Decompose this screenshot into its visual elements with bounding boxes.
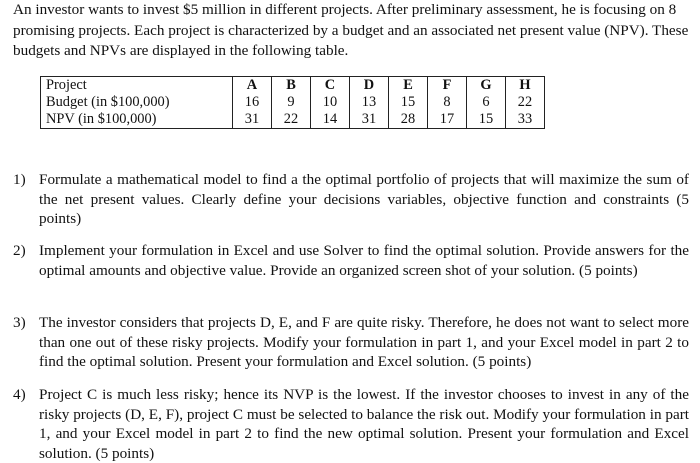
table-cell: 22: [272, 111, 311, 129]
question-text: Project C is much less risky; hence its NVP is the lowest. If the investor chooses to invest in any of the risky projects (D, E, F), project C must be selected to balance the risk out. Modify your formulation in part 1, and your Excel model in part 2 to find the new optimal solution. Present your formulation and Excel solution. (5 points): [39, 386, 689, 462]
column-header-a: A: [233, 77, 272, 95]
question-3: [13, 313, 689, 372]
projects-table: [40, 76, 545, 129]
table-cell: 33: [506, 111, 545, 129]
table-cell: 14: [311, 111, 350, 129]
intro-paragraph: An investor wants to invest $5 million in different projects. After preliminary assessment, he is focusing on 8 promising projects. Each project is characterized by a budget and an associated net present value (NPV). These budgets and NPVs are displayed in the following table.: [13, 1, 689, 59]
table-row-budget: [41, 94, 545, 111]
table-cell: 22: [506, 94, 545, 111]
column-header-f: F: [428, 77, 467, 95]
question-number: 3): [13, 314, 26, 331]
question-text: Formulate a mathematical model to find a the optimal portfolio of projects that will maximize the sum of the net present values. Clearly define your decisions variables, objective function and constraints (5 points): [39, 171, 689, 227]
column-header-h: H: [506, 77, 545, 95]
table-cell: 31: [350, 111, 389, 129]
question-4: [13, 385, 689, 463]
table-cell: 8: [428, 94, 467, 111]
column-header-g: G: [467, 77, 506, 95]
question-number: 4): [13, 386, 26, 403]
question-number: 1): [13, 171, 26, 188]
column-header-d: D: [350, 77, 389, 95]
table-cell: 9: [272, 94, 311, 111]
table-row-npv: [41, 111, 545, 129]
table-cell: 16: [233, 94, 272, 111]
table-cell: 15: [467, 111, 506, 129]
column-header-e: E: [389, 77, 428, 95]
table-header-label: Project: [41, 77, 233, 95]
question-2: [13, 241, 689, 280]
column-header-b: B: [272, 77, 311, 95]
question-text: Implement your formulation in Excel and use Solver to find the optimal solution. Provide answers for the optimal amounts and objective value. Provide an organized screen shot of your solution. (5 points): [39, 242, 689, 279]
table-cell: 10: [311, 94, 350, 111]
table-cell: 15: [389, 94, 428, 111]
question-text: The investor considers that projects D, E, and F are quite risky. Therefore, he does not want to select more than one out of these risky projects. Modify your formulation in part 1, and your Excel model in part 2 to find the optimal solution. Present your formulation and Excel solution. (5 points): [39, 314, 689, 370]
row-label-npv: NPV (in $100,000): [41, 111, 233, 129]
column-header-c: C: [311, 77, 350, 95]
question-1: [13, 170, 689, 229]
table-header-row: [41, 77, 545, 95]
table-cell: 31: [233, 111, 272, 129]
table-cell: 6: [467, 94, 506, 111]
table-cell: 13: [350, 94, 389, 111]
row-label-budget: Budget (in $100,000): [41, 94, 233, 111]
question-number: 2): [13, 242, 26, 259]
table-cell: 17: [428, 111, 467, 129]
table-cell: 28: [389, 111, 428, 129]
